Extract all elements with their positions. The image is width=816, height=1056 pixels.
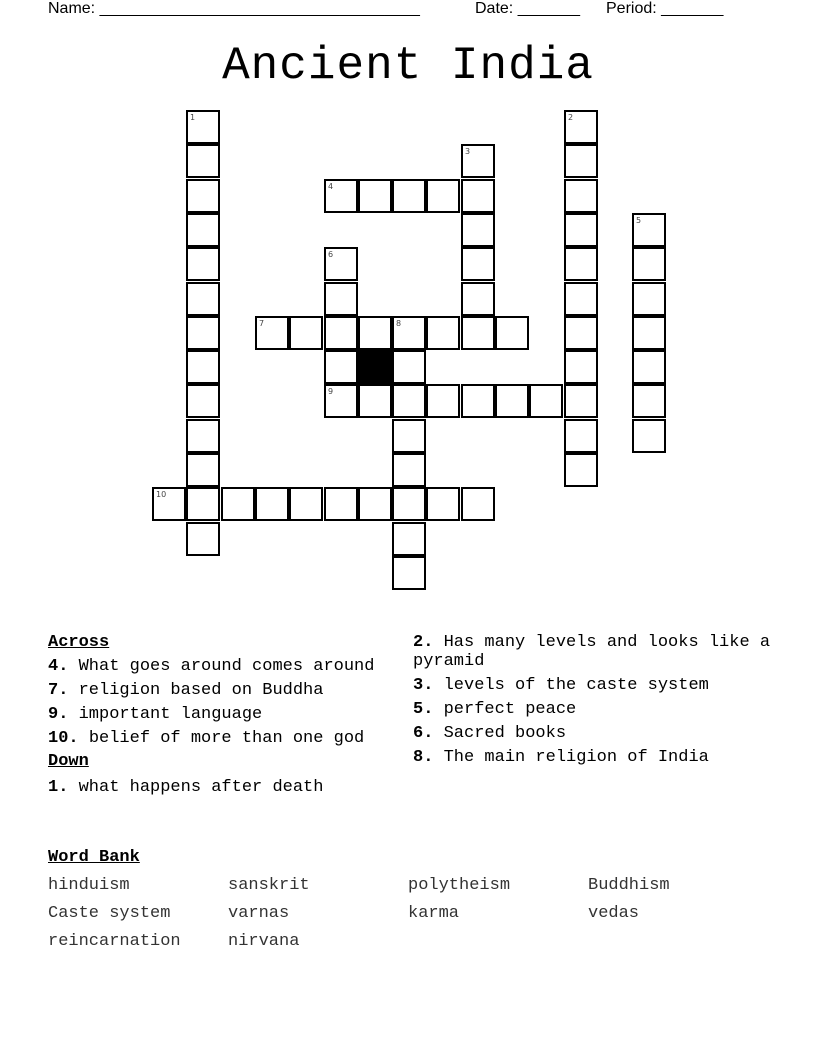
crossword-cell[interactable] — [632, 419, 666, 453]
crossword-cell[interactable] — [632, 282, 666, 316]
clue-text: important language — [78, 705, 263, 724]
crossword-cell[interactable] — [461, 316, 495, 350]
word-bank-item: hinduism — [48, 876, 130, 895]
crossword-cell[interactable] — [426, 384, 460, 418]
crossword-cell[interactable] — [324, 350, 358, 384]
clue-down-1 — [48, 778, 388, 797]
crossword-cell[interactable] — [324, 282, 358, 316]
period-field: Period: _______ — [606, 0, 724, 17]
clue-across-7 — [48, 681, 388, 700]
name-field: Name: ____________________________________ — [48, 0, 420, 17]
crossword-cell[interactable] — [186, 213, 220, 247]
cell-number: 4 — [328, 182, 334, 191]
word-bank — [48, 876, 768, 951]
clue-across-9 — [48, 705, 388, 724]
clue-number: 4. — [48, 657, 69, 676]
word-bank-item: karma — [408, 904, 460, 923]
crossword-cell[interactable] — [186, 453, 220, 487]
crossword-cell[interactable] — [632, 350, 666, 384]
crossword-cell[interactable] — [186, 419, 220, 453]
clue-across-4 — [48, 657, 388, 676]
word-bank-item: vedas — [588, 904, 640, 923]
clue-number: 3. — [413, 676, 434, 695]
word-bank-item: reincarnation — [48, 932, 181, 951]
crossword-cell[interactable] — [255, 316, 289, 350]
crossword-cell[interactable] — [324, 487, 358, 521]
crossword-cell[interactable] — [186, 110, 220, 144]
crossword-cell[interactable] — [186, 384, 220, 418]
cell-number: 8 — [396, 319, 402, 328]
clue-number: 6. — [413, 724, 434, 743]
crossword-cell[interactable] — [392, 522, 426, 556]
crossword-cell[interactable] — [186, 282, 220, 316]
crossword-cell[interactable] — [392, 419, 426, 453]
crossword-cell[interactable] — [495, 316, 529, 350]
crossword-cell[interactable] — [564, 384, 598, 418]
crossword-cell[interactable] — [186, 179, 220, 213]
crossword-cell[interactable] — [461, 384, 495, 418]
date-field: Date: _______ — [475, 0, 580, 17]
word-bank-item: sanskrit — [228, 876, 310, 895]
crossword-cell[interactable] — [426, 179, 460, 213]
crossword-cell[interactable] — [358, 487, 392, 521]
page-title: Ancient India — [222, 40, 594, 92]
word-bank-item: nirvana — [228, 932, 300, 951]
clue-number: 8. — [413, 748, 434, 767]
crossword-cell[interactable] — [392, 316, 426, 350]
clue-across-10 — [48, 729, 388, 748]
crossword-cell[interactable] — [324, 384, 358, 418]
crossword-cell[interactable] — [221, 487, 255, 521]
cell-number: 10 — [156, 490, 167, 499]
clue-down-3 — [413, 676, 773, 695]
crossword-cell[interactable] — [564, 419, 598, 453]
clue-number: 1. — [48, 778, 69, 797]
crossword-cell[interactable] — [186, 316, 220, 350]
clue-number: 5. — [413, 700, 434, 719]
clue-down-6 — [413, 724, 773, 743]
crossword-cell[interactable] — [324, 247, 358, 281]
crossword-cell[interactable] — [392, 179, 426, 213]
clue-number: 2. — [413, 633, 434, 652]
cell-number: 6 — [328, 250, 334, 259]
crossword-cell[interactable] — [632, 316, 666, 350]
crossword-cell[interactable] — [564, 453, 598, 487]
clues-left-column — [48, 633, 388, 797]
clue-text: what happens after death — [78, 778, 324, 797]
crossword-cell[interactable] — [358, 316, 392, 350]
crossword-cell[interactable] — [529, 384, 563, 418]
crossword-cell[interactable] — [186, 487, 220, 521]
crossword-cell[interactable] — [186, 247, 220, 281]
cell-number: 7 — [259, 319, 265, 328]
clue-text: perfect peace — [443, 700, 577, 719]
crossword-cell[interactable] — [186, 350, 220, 384]
crossword-cell[interactable] — [564, 179, 598, 213]
clue-number: 9. — [48, 705, 69, 724]
crossword-cell[interactable] — [324, 316, 358, 350]
cell-number: 3 — [465, 147, 471, 156]
clue-text: What goes around comes around — [78, 657, 375, 676]
clue-text: Sacred books — [443, 724, 567, 743]
crossword-cell[interactable] — [461, 144, 495, 178]
crossword-cell[interactable] — [564, 247, 598, 281]
clue-text: religion based on Buddha — [78, 681, 324, 700]
word-bank-item: varnas — [228, 904, 290, 923]
crossword-cell[interactable] — [392, 350, 426, 384]
crossword-cell[interactable] — [186, 522, 220, 556]
clue-down-8 — [413, 748, 773, 767]
word-bank-item: polytheism — [408, 876, 511, 895]
crossword-cell[interactable] — [426, 316, 460, 350]
crossword-cell[interactable] — [392, 556, 426, 590]
crossword-cell[interactable] — [289, 487, 323, 521]
crossword-cell[interactable] — [632, 213, 666, 247]
crossword-cell[interactable] — [461, 213, 495, 247]
cell-number: 9 — [328, 387, 334, 396]
crossword-cell[interactable] — [289, 316, 323, 350]
clue-text: The main religion of India — [443, 748, 709, 767]
cell-number: 2 — [568, 113, 574, 122]
crossword-cell[interactable] — [632, 247, 666, 281]
clue-text: levels of the caste system — [443, 676, 709, 695]
down-heading: Down — [48, 752, 89, 771]
crossword-cell[interactable] — [632, 384, 666, 418]
crossword-cell[interactable] — [426, 487, 460, 521]
crossword-cell[interactable] — [392, 453, 426, 487]
crossword-cell[interactable] — [564, 110, 598, 144]
across-heading: Across — [48, 633, 110, 652]
crossword-cell[interactable] — [255, 487, 289, 521]
crossword-cell[interactable] — [461, 247, 495, 281]
crossword-cell[interactable] — [392, 384, 426, 418]
word-bank-item: Buddhism — [588, 876, 670, 895]
crossword-cell[interactable] — [461, 282, 495, 316]
clue-text: belief of more than one god — [88, 729, 365, 748]
crossword-cell[interactable] — [392, 487, 426, 521]
clue-down-2 — [413, 633, 773, 671]
crossword-cell[interactable] — [461, 179, 495, 213]
crossword-cell[interactable] — [564, 282, 598, 316]
crossword-cell[interactable] — [358, 179, 392, 213]
clue-down-5 — [413, 700, 773, 719]
crossword-blocked-cell — [358, 350, 392, 384]
word-bank-heading: Word Bank — [48, 848, 140, 867]
crossword-cell[interactable] — [186, 144, 220, 178]
word-bank-item: Caste system — [48, 904, 171, 923]
crossword-cell[interactable] — [564, 144, 598, 178]
crossword-cell[interactable] — [564, 213, 598, 247]
crossword-cell[interactable] — [495, 384, 529, 418]
crossword-cell[interactable] — [564, 316, 598, 350]
crossword-cell[interactable] — [152, 487, 186, 521]
cell-number: 5 — [636, 216, 642, 225]
clues-right-column — [413, 633, 773, 767]
clue-text: Has many levels and looks like a pyramid — [413, 633, 771, 671]
clue-number: 10. — [48, 729, 79, 748]
crossword-cell[interactable] — [564, 350, 598, 384]
cell-number: 1 — [190, 113, 196, 122]
crossword-cell[interactable] — [461, 487, 495, 521]
clue-number: 7. — [48, 681, 69, 700]
crossword-cell[interactable] — [324, 179, 358, 213]
crossword-cell[interactable] — [358, 384, 392, 418]
